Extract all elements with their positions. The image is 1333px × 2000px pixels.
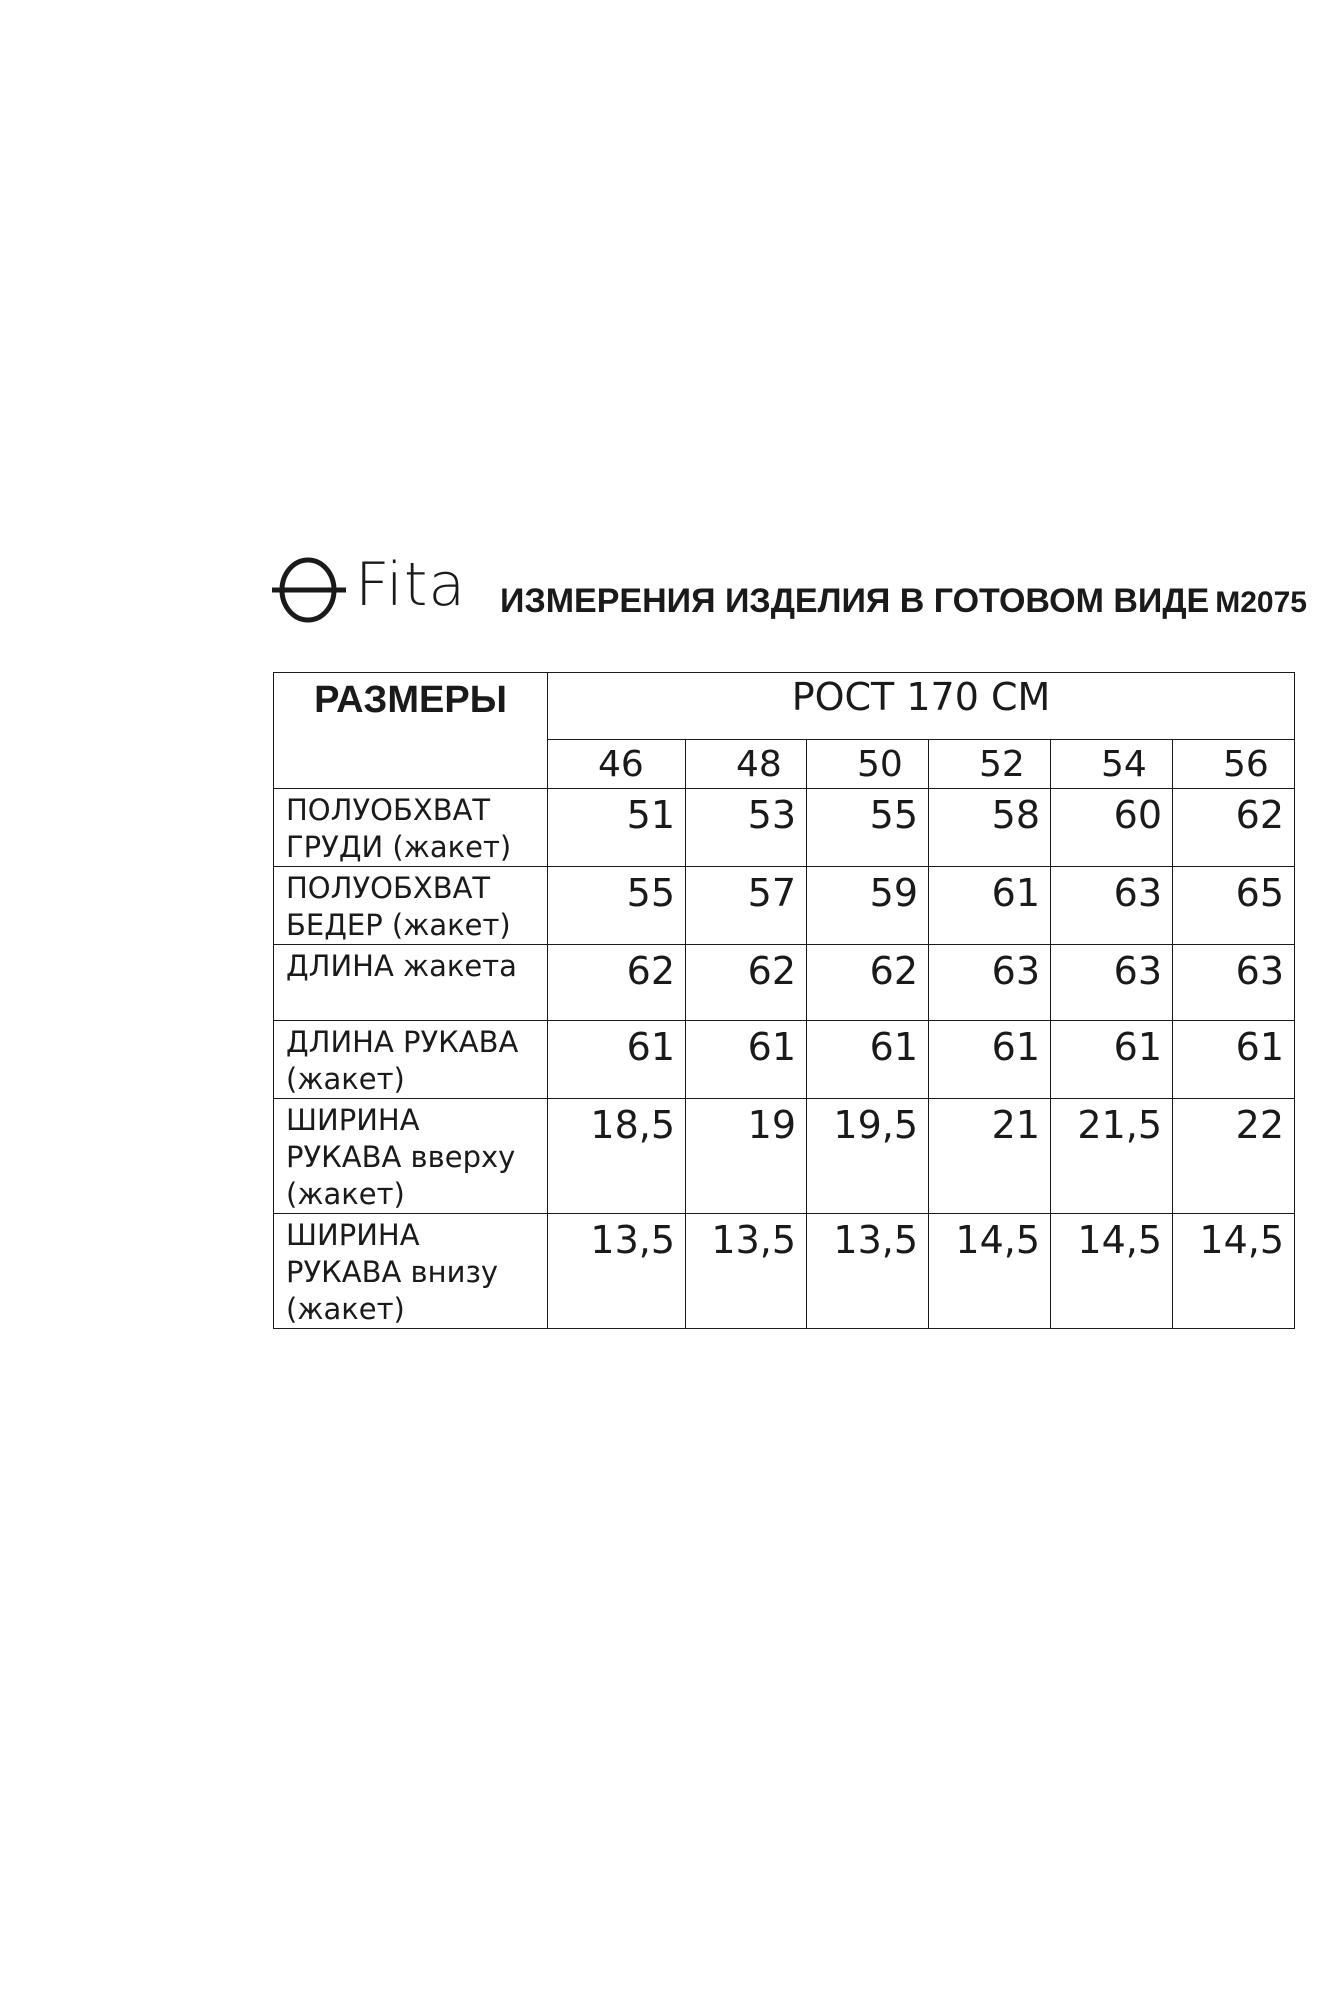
table-cell: 63 [1051,945,1173,1021]
table-cell: 18,5 [548,1099,686,1214]
row-label-sleeve-width-top: ШИРИНА РУКАВА вверху (жакет) [274,1099,548,1214]
brand-logo [270,548,480,628]
table-cell: 63 [1051,867,1173,945]
row-label-jacket-length: ДЛИНА жакета [274,945,548,1021]
row-label-sleeve-width-bottom: ШИРИНА РУКАВА внизу (жакет) [274,1214,548,1329]
row-label-hips: ПОЛУОБХВАТ БЕДЕР (жакет) [274,867,548,945]
table-cell: 13,5 [548,1214,686,1329]
table-cell: 62 [1173,789,1295,867]
table-cell: 62 [686,945,807,1021]
table-cell: 19 [686,1099,807,1214]
table-cell: 59 [807,867,929,945]
table-cell: 13,5 [807,1214,929,1329]
table-cell: 61 [548,1021,686,1099]
size-chart-table [273,672,1295,1329]
table-cell: 13,5 [686,1214,807,1329]
height-header: РОСТ 170 СМ [548,673,1295,740]
table-cell: 61 [807,1021,929,1099]
sizes-header: РАЗМЕРЫ [274,673,548,789]
table-cell: 22 [1173,1099,1295,1214]
table-cell: 62 [807,945,929,1021]
table-cell: 63 [1173,945,1295,1021]
table-cell: 51 [548,789,686,867]
table-row [274,867,1295,945]
title-text: ИЗМЕРЕНИЯ ИЗДЕЛИЯ В ГОТОВОМ ВИДЕ [500,582,1210,620]
table-cell: 21 [929,1099,1051,1214]
table-cell: 65 [1173,867,1295,945]
table-cell: 14,5 [1051,1214,1173,1329]
table-cell: 57 [686,867,807,945]
size-48-header: 48 [686,740,807,789]
table-cell: 21,5 [1051,1099,1173,1214]
table-cell: 63 [929,945,1051,1021]
document-header [270,548,1330,628]
table-cell: 53 [686,789,807,867]
table-cell: 58 [929,789,1051,867]
table-cell: 60 [1051,789,1173,867]
brand-name: Fita [355,550,467,620]
table-cell: 61 [1051,1021,1173,1099]
table-cell: 61 [929,1021,1051,1099]
table-cell: 14,5 [929,1214,1051,1329]
table-cell: 61 [929,867,1051,945]
table-cell: 19,5 [807,1099,929,1214]
table-row [274,945,1295,1021]
table-row [274,1021,1295,1099]
row-label-sleeve-length: ДЛИНА РУКАВА (жакет) [274,1021,548,1099]
table-cell: 55 [548,867,686,945]
table-cell: 62 [548,945,686,1021]
table-cell: 14,5 [1173,1214,1295,1329]
row-label-chest: ПОЛУОБХВАТ ГРУДИ (жакет) [274,789,548,867]
size-56-header: 56 [1173,740,1295,789]
table-cell: 61 [1173,1021,1295,1099]
table-cell: 55 [807,789,929,867]
document-title [500,582,1307,621]
size-46-header: 46 [548,740,686,789]
size-50-header: 50 [807,740,929,789]
table-cell: 61 [686,1021,807,1099]
table-row [274,789,1295,867]
table-row [274,1099,1295,1214]
table-row [274,1214,1295,1329]
fita-symbol-icon [270,548,350,628]
model-number: М2075 [1215,586,1307,619]
table-header-row [274,673,1295,740]
size-52-header: 52 [929,740,1051,789]
size-54-header: 54 [1051,740,1173,789]
